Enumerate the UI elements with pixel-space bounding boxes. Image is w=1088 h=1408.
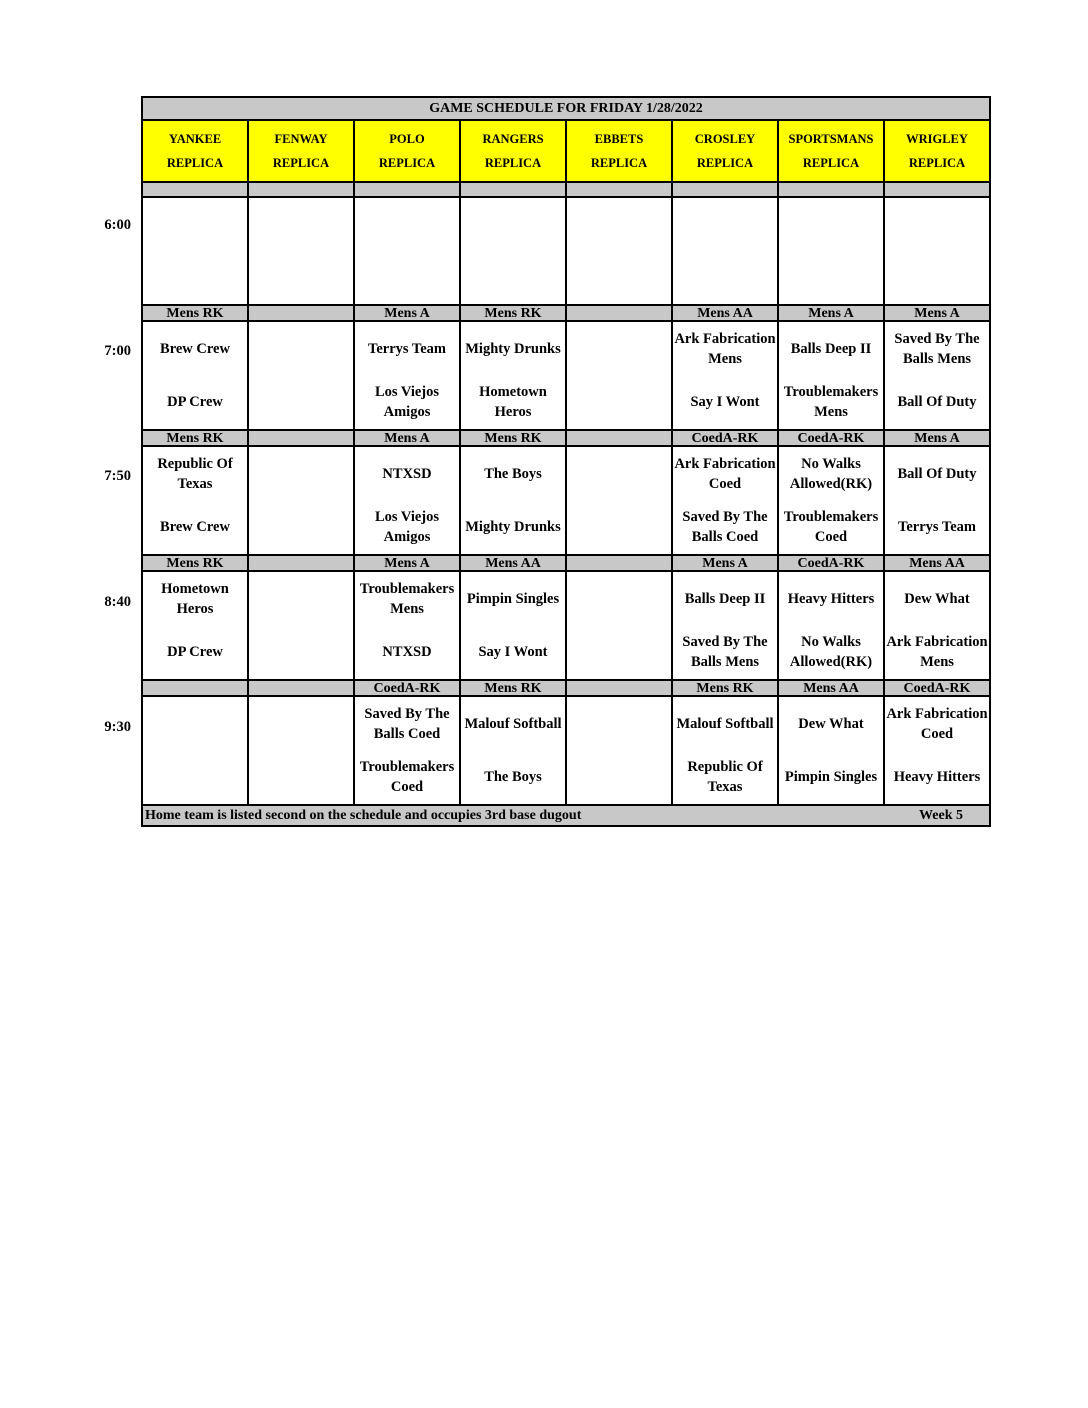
home-team: Say I Wont bbox=[690, 394, 760, 411]
empty-cell bbox=[884, 197, 990, 305]
spacer-cell bbox=[248, 182, 354, 197]
home-team: The Boys bbox=[484, 769, 542, 786]
home-team: No Walks Allowed(RK) bbox=[789, 634, 873, 671]
division-label: Mens AA bbox=[778, 680, 884, 696]
division-label: CoedA-RK bbox=[778, 555, 884, 571]
division-label bbox=[248, 430, 354, 446]
division-row bbox=[142, 680, 990, 696]
game-cell bbox=[248, 696, 354, 805]
division-label bbox=[248, 555, 354, 571]
division-label bbox=[248, 680, 354, 696]
empty-6pm-row bbox=[142, 197, 990, 305]
home-team bbox=[249, 501, 353, 555]
division-label: Mens RK bbox=[142, 430, 248, 446]
division-label bbox=[566, 430, 672, 446]
game-cell bbox=[142, 696, 248, 805]
field-subtitle: REPLICA bbox=[590, 156, 648, 170]
field-header bbox=[884, 120, 990, 182]
game-cell bbox=[884, 321, 990, 430]
division-label: Mens A bbox=[884, 430, 990, 446]
field-subtitle: REPLICA bbox=[802, 156, 860, 170]
game-cell bbox=[566, 571, 672, 680]
away-team: NTXSD bbox=[382, 465, 432, 482]
away-team bbox=[249, 322, 353, 376]
field-header bbox=[566, 120, 672, 182]
empty-cell bbox=[566, 197, 672, 305]
home-team: Los Viejos Amigos bbox=[374, 384, 440, 421]
field-header-row bbox=[142, 120, 990, 182]
home-team: Terrys Team bbox=[897, 519, 976, 536]
away-team bbox=[567, 322, 671, 376]
field-name: CROSLEY bbox=[694, 132, 756, 146]
away-team: Troublemakers Mens bbox=[359, 580, 455, 617]
division-label bbox=[142, 680, 248, 696]
home-team: Mighty Drunks bbox=[465, 519, 561, 536]
away-team: Ball Of Duty bbox=[897, 465, 977, 482]
spacer-cell bbox=[778, 182, 884, 197]
home-team: Hometown Heros bbox=[479, 384, 547, 421]
away-team: Terrys Team bbox=[367, 340, 446, 357]
home-team bbox=[567, 626, 671, 680]
home-team: Ark Fabrication Mens bbox=[886, 634, 988, 671]
spacer-cell bbox=[566, 182, 672, 197]
field-subtitle: REPLICA bbox=[166, 156, 224, 170]
division-label: Mens AA bbox=[672, 305, 778, 321]
division-label bbox=[566, 680, 672, 696]
game-cell bbox=[460, 696, 566, 805]
division-label: Mens AA bbox=[884, 555, 990, 571]
away-team bbox=[143, 697, 247, 751]
game-cell bbox=[566, 696, 672, 805]
home-team: Ball Of Duty bbox=[897, 394, 977, 411]
division-label: Mens RK bbox=[460, 305, 566, 321]
game-cell bbox=[460, 321, 566, 430]
game-cell bbox=[248, 446, 354, 555]
game-cell bbox=[248, 571, 354, 680]
game-cell bbox=[672, 321, 778, 430]
time-label: 8:40 bbox=[104, 594, 131, 610]
game-cell bbox=[142, 446, 248, 555]
field-name: POLO bbox=[389, 132, 425, 146]
away-team bbox=[249, 697, 353, 751]
away-team: Dew What bbox=[798, 715, 864, 732]
home-team bbox=[143, 751, 247, 805]
game-cell bbox=[566, 446, 672, 555]
division-label bbox=[566, 305, 672, 321]
field-header bbox=[778, 120, 884, 182]
game-cell bbox=[672, 446, 778, 555]
game-cell bbox=[354, 571, 460, 680]
field-name: WRIGLEY bbox=[906, 132, 968, 146]
away-team: Dew What bbox=[904, 590, 970, 607]
time-label: 7:50 bbox=[104, 468, 131, 484]
home-team: Saved By The Balls Coed bbox=[682, 509, 768, 546]
game-cell bbox=[884, 571, 990, 680]
spacer-cell bbox=[142, 182, 248, 197]
home-team bbox=[249, 751, 353, 805]
home-team bbox=[567, 376, 671, 430]
division-row bbox=[142, 430, 990, 446]
spacer-cell bbox=[460, 182, 566, 197]
away-team: Hometown Heros bbox=[161, 580, 229, 617]
game-cell bbox=[354, 321, 460, 430]
spacer-row bbox=[142, 182, 990, 197]
time-label: 6:00 bbox=[104, 217, 131, 233]
field-name: FENWAY bbox=[274, 132, 328, 146]
field-header bbox=[460, 120, 566, 182]
home-team bbox=[567, 751, 671, 805]
title-row bbox=[142, 97, 990, 120]
away-team: Malouf Softball bbox=[676, 715, 774, 732]
home-team: DP Crew bbox=[167, 644, 223, 661]
away-team: Balls Deep II bbox=[790, 340, 872, 357]
footer-note: Home team is listed second on the schedule and occupies 3rd base dugout bbox=[145, 807, 582, 823]
empty-cell bbox=[778, 197, 884, 305]
away-team bbox=[249, 572, 353, 626]
division-label bbox=[566, 555, 672, 571]
field-subtitle: REPLICA bbox=[696, 156, 754, 170]
away-team: Ark Fabrication Coed bbox=[674, 455, 776, 492]
division-label: Mens RK bbox=[460, 430, 566, 446]
game-cell bbox=[884, 696, 990, 805]
schedule-table bbox=[141, 96, 991, 827]
game-cell bbox=[354, 446, 460, 555]
game-row bbox=[142, 696, 990, 805]
game-row bbox=[142, 321, 990, 430]
division-label: Mens RK bbox=[142, 305, 248, 321]
empty-cell bbox=[248, 197, 354, 305]
division-label: Mens A bbox=[354, 555, 460, 571]
game-cell bbox=[460, 571, 566, 680]
home-team bbox=[567, 501, 671, 555]
away-team: Ark Fabrication Mens bbox=[674, 330, 776, 367]
field-header bbox=[248, 120, 354, 182]
home-team: Troublemakers Mens bbox=[783, 384, 879, 421]
game-cell bbox=[460, 446, 566, 555]
game-cell bbox=[142, 321, 248, 430]
away-team: Republic Of Texas bbox=[157, 455, 233, 492]
home-team: DP Crew bbox=[167, 394, 223, 411]
away-team: No Walks Allowed(RK) bbox=[789, 455, 873, 492]
home-team: Brew Crew bbox=[160, 519, 230, 536]
field-subtitle: REPLICA bbox=[378, 156, 436, 170]
field-subtitle: REPLICA bbox=[908, 156, 966, 170]
division-label: Mens A bbox=[354, 305, 460, 321]
game-cell bbox=[354, 696, 460, 805]
home-team bbox=[249, 376, 353, 430]
division-label: CoedA-RK bbox=[884, 680, 990, 696]
spacer-cell bbox=[672, 182, 778, 197]
game-cell bbox=[566, 321, 672, 430]
division-label: Mens RK bbox=[460, 680, 566, 696]
home-team: Say I Wont bbox=[478, 644, 548, 661]
empty-cell bbox=[142, 197, 248, 305]
field-name: YANKEE bbox=[168, 132, 222, 146]
field-subtitle: REPLICA bbox=[484, 156, 542, 170]
away-team: Pimpin Singles bbox=[466, 590, 560, 607]
division-row bbox=[142, 305, 990, 321]
field-header bbox=[142, 120, 248, 182]
division-row bbox=[142, 555, 990, 571]
field-name: SPORTSMANS bbox=[788, 132, 874, 146]
away-team: Brew Crew bbox=[160, 340, 230, 357]
division-label: Mens A bbox=[672, 555, 778, 571]
away-team bbox=[567, 697, 671, 751]
field-name: EBBETS bbox=[594, 132, 644, 146]
spacer-cell bbox=[884, 182, 990, 197]
division-label: Mens AA bbox=[460, 555, 566, 571]
home-team bbox=[249, 626, 353, 680]
game-row bbox=[142, 571, 990, 680]
away-team bbox=[249, 447, 353, 501]
home-team: Pimpin Singles bbox=[784, 769, 878, 786]
game-cell bbox=[778, 321, 884, 430]
field-name: RANGERS bbox=[482, 132, 544, 146]
division-label: Mens A bbox=[354, 430, 460, 446]
home-team: Troublemakers Coed bbox=[359, 759, 455, 796]
time-column bbox=[0, 0, 141, 900]
schedule-title: GAME SCHEDULE FOR FRIDAY 1/28/2022 bbox=[142, 97, 990, 120]
away-team: Balls Deep II bbox=[684, 590, 766, 607]
division-label: Mens A bbox=[778, 305, 884, 321]
spacer-cell bbox=[354, 182, 460, 197]
division-label: CoedA-RK bbox=[672, 430, 778, 446]
time-label: 9:30 bbox=[104, 719, 131, 735]
game-cell bbox=[248, 321, 354, 430]
home-team: NTXSD bbox=[382, 644, 432, 661]
week-label: Week 5 bbox=[919, 807, 963, 823]
home-team: Republic Of Texas bbox=[687, 759, 763, 796]
home-team: Heavy Hitters bbox=[893, 769, 981, 786]
game-cell bbox=[778, 571, 884, 680]
empty-cell bbox=[460, 197, 566, 305]
game-cell bbox=[142, 571, 248, 680]
schedule-sheet bbox=[141, 96, 991, 827]
empty-cell bbox=[354, 197, 460, 305]
game-cell bbox=[884, 446, 990, 555]
division-label: Mens A bbox=[884, 305, 990, 321]
footer-cell bbox=[142, 805, 990, 826]
away-team bbox=[567, 572, 671, 626]
time-label: 7:00 bbox=[104, 343, 131, 359]
division-label bbox=[248, 305, 354, 321]
away-team: Saved By The Balls Coed bbox=[364, 705, 450, 742]
game-cell bbox=[778, 696, 884, 805]
away-team: Mighty Drunks bbox=[465, 340, 561, 357]
home-team: Troublemakers Coed bbox=[783, 509, 879, 546]
away-team: Heavy Hitters bbox=[787, 590, 875, 607]
empty-cell bbox=[672, 197, 778, 305]
away-team bbox=[567, 447, 671, 501]
field-header bbox=[672, 120, 778, 182]
game-cell bbox=[672, 696, 778, 805]
game-cell bbox=[778, 446, 884, 555]
field-subtitle: REPLICA bbox=[272, 156, 330, 170]
home-team: Los Viejos Amigos bbox=[374, 509, 440, 546]
division-label: CoedA-RK bbox=[354, 680, 460, 696]
game-row bbox=[142, 446, 990, 555]
division-label: CoedA-RK bbox=[778, 430, 884, 446]
away-team: Saved By The Balls Mens bbox=[894, 330, 980, 367]
field-header bbox=[354, 120, 460, 182]
game-cell bbox=[672, 571, 778, 680]
division-label: Mens RK bbox=[142, 555, 248, 571]
home-team: Saved By The Balls Mens bbox=[682, 634, 768, 671]
away-team: Ark Fabrication Coed bbox=[886, 705, 988, 742]
away-team: Malouf Softball bbox=[464, 715, 562, 732]
division-label: Mens RK bbox=[672, 680, 778, 696]
away-team: The Boys bbox=[484, 465, 542, 482]
footer-row bbox=[142, 805, 990, 826]
